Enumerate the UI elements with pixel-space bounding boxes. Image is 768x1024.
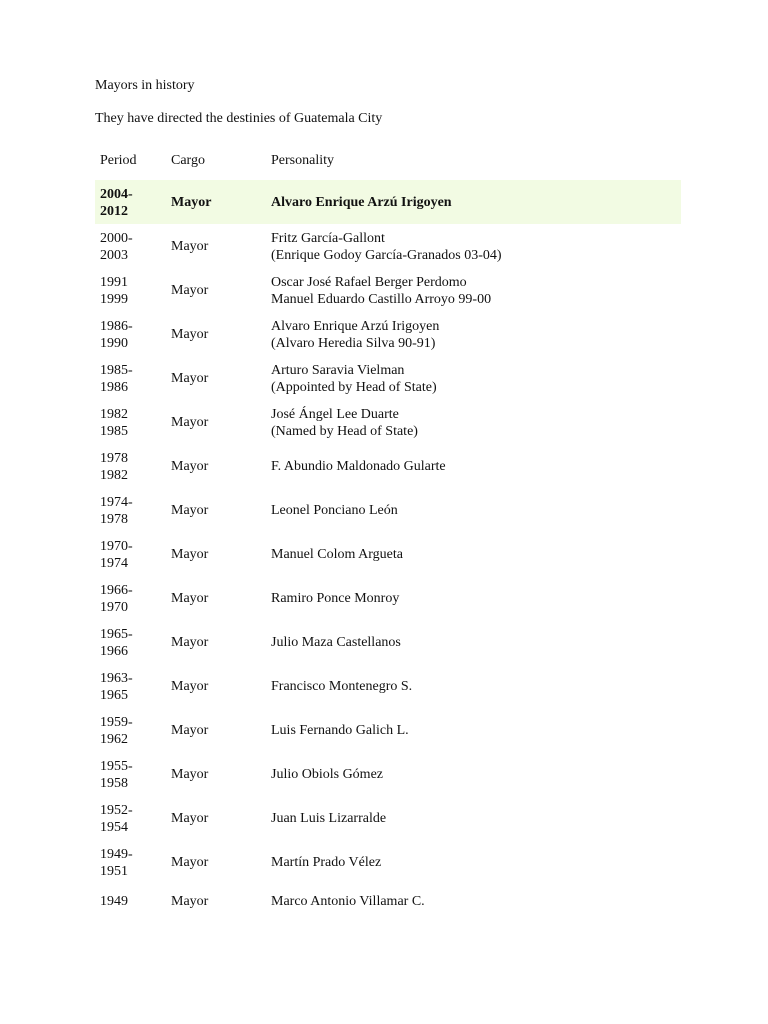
personality-cell — [266, 180, 681, 224]
cargo-cell: Mayor — [171, 679, 209, 694]
personality-text: Marco Antonio Villamar C. — [271, 893, 425, 909]
table-row — [95, 752, 681, 796]
cargo-cell: Mayor — [171, 635, 209, 650]
period-text: 1955- — [100, 758, 133, 774]
period-text: 1954 — [100, 819, 128, 835]
personality-text: Martín Prado Vélez — [271, 855, 382, 870]
table-row — [95, 444, 681, 488]
period-text: 1962 — [100, 731, 128, 747]
period-text: 1978 — [100, 511, 128, 527]
period-text: 1985- — [100, 362, 133, 378]
personality-cell — [266, 356, 681, 400]
period-cell — [95, 620, 166, 664]
period-text: 2000- — [100, 230, 133, 246]
personality-cell — [266, 664, 681, 708]
cargo-cell: Mayor — [171, 371, 209, 386]
personality-cell — [266, 752, 681, 796]
personality-cell — [266, 312, 681, 356]
table-row — [95, 400, 681, 444]
period-cell — [95, 840, 166, 884]
cargo-cell: Mayor — [171, 893, 209, 909]
period-text: 1991 — [100, 274, 128, 290]
table-row — [95, 796, 681, 840]
table-row — [95, 620, 681, 664]
period-text: 1970- — [100, 538, 133, 554]
table-row — [95, 268, 681, 312]
table-row — [95, 840, 681, 884]
personality-text: Alvaro Enrique Arzú Irigoyen — [271, 195, 452, 210]
table-row — [95, 224, 681, 268]
period-text: 1949 — [100, 893, 128, 909]
personality-text: Luis Fernando Galich L. — [271, 723, 409, 738]
period-cell — [95, 664, 166, 708]
period-text: 1982 — [100, 406, 128, 422]
period-text: 2004- — [100, 186, 133, 202]
table-header-row — [95, 145, 681, 180]
period-cell — [95, 708, 166, 752]
period-text: 1970 — [100, 599, 128, 615]
period-text: 1965- — [100, 626, 133, 642]
personality-text: (Enrique Godoy García-Granados 03-04) — [271, 247, 502, 263]
period-text: 1999 — [100, 291, 128, 307]
cargo-cell: Mayor — [171, 283, 209, 298]
cargo-cell: Mayor — [171, 723, 209, 738]
table-row — [95, 180, 681, 224]
personality-cell — [266, 620, 681, 664]
table-row — [95, 356, 681, 400]
period-text: 2003 — [100, 247, 128, 263]
personality-text: Manuel Colom Argueta — [271, 547, 403, 562]
personality-cell — [266, 884, 681, 917]
period-cell — [95, 356, 166, 400]
cargo-cell: Mayor — [171, 547, 209, 562]
period-text: 1978 — [100, 450, 128, 466]
period-text: 2012 — [100, 203, 128, 219]
period-text: 1963- — [100, 670, 133, 686]
period-text: 1974- — [100, 494, 133, 510]
cargo-cell: Mayor — [171, 811, 209, 826]
personality-text: F. Abundio Maldonado Gularte — [271, 459, 446, 474]
cargo-cell: Mayor — [171, 591, 209, 606]
personality-cell — [266, 840, 681, 884]
header-period: Period — [100, 153, 137, 168]
period-text: 1990 — [100, 335, 128, 351]
cargo-cell: Mayor — [171, 459, 209, 474]
table-row — [95, 532, 681, 576]
personality-text: Fritz García-Gallont — [271, 230, 385, 246]
mayors-table — [95, 145, 681, 917]
cargo-cell: Mayor — [171, 327, 209, 342]
table-row — [95, 708, 681, 752]
personality-cell — [266, 532, 681, 576]
page-subheading: They have directed the destinies of Guatemala City — [95, 111, 383, 126]
personality-cell — [266, 488, 681, 532]
period-cell — [95, 884, 166, 917]
period-text: 1949- — [100, 846, 133, 862]
table-body — [95, 180, 681, 917]
period-cell — [95, 180, 166, 224]
cargo-cell: Mayor — [171, 767, 209, 782]
period-text: 1974 — [100, 555, 128, 571]
period-cell — [95, 444, 166, 488]
period-text: 1966- — [100, 582, 133, 598]
page-heading: Mayors in history — [95, 78, 195, 93]
period-cell — [95, 312, 166, 356]
personality-text: Leonel Ponciano León — [271, 503, 398, 518]
personality-cell — [266, 268, 681, 312]
table-row — [95, 664, 681, 708]
period-cell — [95, 576, 166, 620]
table-row — [95, 884, 681, 917]
cargo-cell: Mayor — [171, 239, 209, 254]
period-cell — [95, 532, 166, 576]
personality-text: (Alvaro Heredia Silva 90-91) — [271, 335, 436, 351]
period-text: 1958 — [100, 775, 128, 791]
period-cell — [95, 268, 166, 312]
period-text: 1985 — [100, 423, 128, 439]
period-text: 1966 — [100, 643, 128, 659]
period-cell — [95, 400, 166, 444]
personality-text: Juan Luis Lizarralde — [271, 811, 387, 826]
personality-cell — [266, 224, 681, 268]
personality-text: Alvaro Enrique Arzú Irigoyen — [271, 318, 440, 334]
period-cell — [95, 488, 166, 532]
personality-text: Francisco Montenegro S. — [271, 679, 413, 694]
personality-text: José Ángel Lee Duarte — [271, 406, 399, 422]
header-personality: Personality — [271, 153, 334, 168]
cargo-cell: Mayor — [171, 855, 209, 870]
personality-text: (Named by Head of State) — [271, 423, 418, 439]
personality-text: Julio Maza Castellanos — [271, 635, 401, 650]
document-page — [95, 76, 685, 917]
personality-text: Arturo Saravia Vielman — [271, 362, 405, 378]
period-text: 1982 — [100, 467, 128, 483]
personality-text: Manuel Eduardo Castillo Arroyo 99-00 — [271, 291, 492, 307]
personality-cell — [266, 708, 681, 752]
cargo-cell: Mayor — [171, 415, 209, 430]
period-cell — [95, 752, 166, 796]
personality-text: Oscar José Rafael Berger Perdomo — [271, 274, 467, 290]
period-text: 1952- — [100, 802, 133, 818]
personality-text: (Appointed by Head of State) — [271, 379, 437, 395]
period-text: 1959- — [100, 714, 133, 730]
personality-cell — [266, 444, 681, 488]
cargo-cell: Mayor — [171, 503, 209, 518]
period-text: 1951 — [100, 863, 128, 879]
personality-text: Julio Obiols Gómez — [271, 767, 383, 782]
table-row — [95, 488, 681, 532]
period-cell — [95, 796, 166, 840]
table-row — [95, 312, 681, 356]
personality-text: Ramiro Ponce Monroy — [271, 591, 400, 606]
period-text: 1965 — [100, 687, 128, 703]
personality-cell — [266, 400, 681, 444]
header-cargo: Cargo — [171, 153, 205, 168]
period-text: 1986 — [100, 379, 128, 395]
personality-cell — [266, 796, 681, 840]
period-cell — [95, 224, 166, 268]
period-text: 1986- — [100, 318, 133, 334]
cargo-cell: Mayor — [171, 195, 212, 210]
table-row — [95, 576, 681, 620]
personality-cell — [266, 576, 681, 620]
